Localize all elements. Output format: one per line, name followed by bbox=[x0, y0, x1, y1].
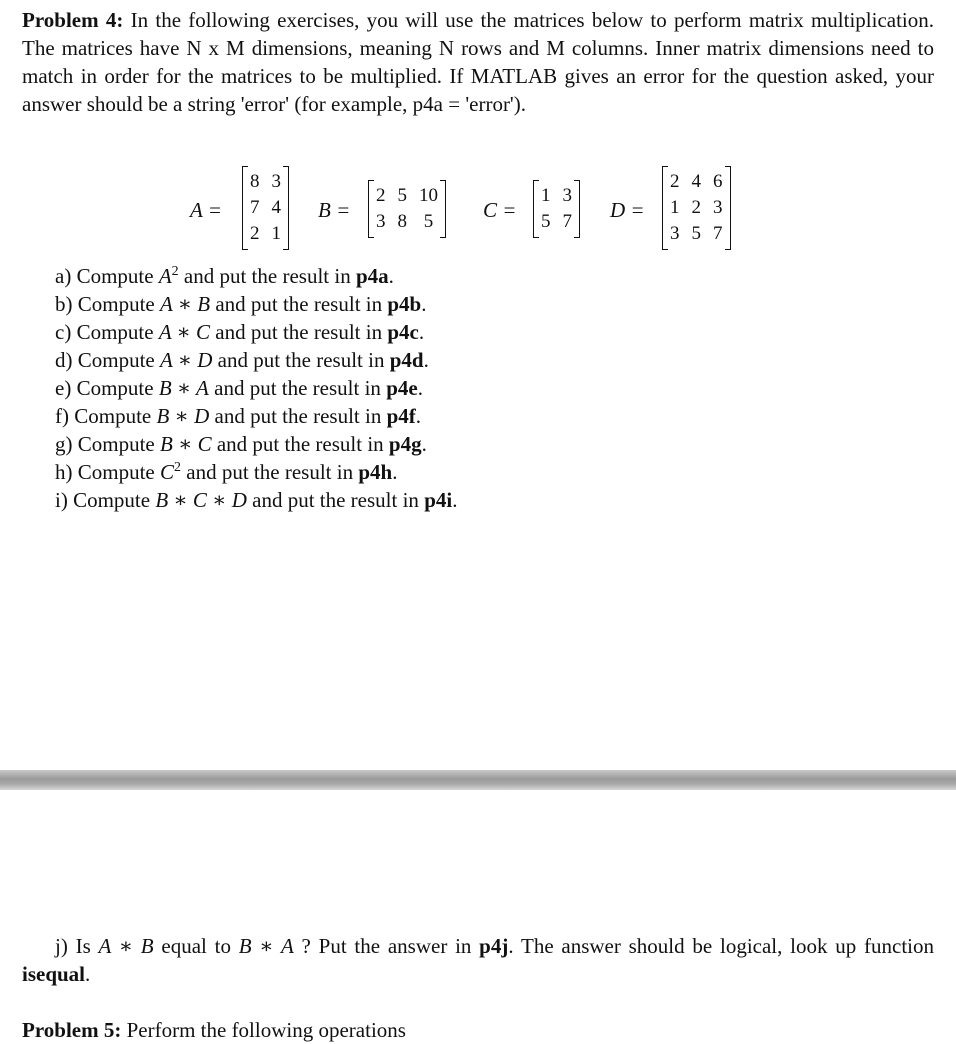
matrix-cell: 6 bbox=[713, 171, 723, 192]
matrix-cell: 5 bbox=[691, 223, 701, 244]
matrix-cell: 7 bbox=[713, 223, 723, 244]
matrix-cell: 3 bbox=[376, 211, 386, 232]
matrix-cell: 7 bbox=[562, 211, 572, 232]
matrix-cell: 3 bbox=[670, 223, 680, 244]
problem-intro bbox=[22, 6, 934, 118]
matrix-definitions bbox=[0, 166, 956, 254]
bracket-right bbox=[574, 180, 580, 238]
bracket-right bbox=[283, 166, 289, 250]
matrix-cell: 5 bbox=[397, 185, 407, 206]
matrix-cell: 4 bbox=[271, 197, 281, 218]
matrix-cell: 8 bbox=[250, 171, 260, 192]
matrix-cell: 3 bbox=[562, 185, 572, 206]
matrix-d-label: D = bbox=[610, 198, 645, 222]
exercise-item: i) Compute B ∗ C ∗ D and put the result in p4i. bbox=[55, 488, 458, 512]
exercise-item: g) Compute B ∗ C and put the result in p4g. bbox=[55, 432, 427, 456]
exercise-item: d) Compute A ∗ D and put the result in p4d. bbox=[55, 348, 429, 372]
matrix-cell: 3 bbox=[271, 171, 281, 192]
matrix-cell: 1 bbox=[271, 223, 281, 244]
problem-intro-text: In the following exercises, you will use the matrices below to perform matrix multiplication. The matrices have N x M dimensions, meaning N rows and M columns. Inner matrix dimensions need to match in order for the matrices to be multiplied. If MATLAB gives an error for the question asked, your answer should be a string 'error' (for example, p4a = 'error'). bbox=[22, 8, 935, 116]
matrix-cell: 8 bbox=[397, 211, 407, 232]
page-divider bbox=[0, 770, 956, 790]
matrix-cell: 7 bbox=[250, 197, 260, 218]
matrix-d bbox=[662, 166, 731, 250]
matrix-cell: 5 bbox=[423, 211, 434, 232]
matrix-cell: 2 bbox=[250, 223, 260, 244]
matrix-cell: 1 bbox=[670, 197, 680, 218]
bracket-right bbox=[440, 180, 446, 238]
exercise-j: j) Is A ∗ B equal to B ∗ A ? Put the answer in p4j. The answer should be logical, look up function isequal. bbox=[22, 934, 934, 986]
bracket-right bbox=[725, 166, 731, 250]
matrix-cell: 2 bbox=[670, 171, 680, 192]
matrix-cell: 2 bbox=[691, 197, 701, 218]
matrix-b bbox=[368, 180, 446, 238]
matrix-cell: 2 bbox=[376, 185, 386, 206]
exercise-item: h) Compute $C^2$ and put the result in p4h. bbox=[55, 460, 398, 484]
exercise-item: a) Compute $A^2$ and put the result in p4a. bbox=[55, 264, 394, 288]
exercise-list bbox=[55, 262, 457, 514]
exercise-item: e) Compute B ∗ A and put the result in p4e. bbox=[55, 376, 423, 400]
exercise-item: c) Compute A ∗ C and put the result in p4c. bbox=[55, 320, 425, 344]
matrix-a bbox=[242, 166, 289, 250]
matrix-c-label: C = bbox=[483, 198, 517, 222]
matrix-b-label: B = bbox=[318, 198, 351, 222]
matrix-a-label: A = bbox=[190, 198, 222, 222]
exercise-item: f) Compute B ∗ D and put the result in p4f. bbox=[55, 404, 422, 428]
page-bottom bbox=[0, 790, 956, 1042]
next-problem-cutoff: Problem 5: Perform the following operations bbox=[22, 1018, 406, 1042]
matrix-cell: 1 bbox=[541, 185, 551, 206]
matrix-cell: 4 bbox=[691, 171, 701, 192]
matrix-c bbox=[533, 180, 580, 238]
matrix-cell: 10 bbox=[419, 185, 438, 206]
problem-title: Problem 4: bbox=[22, 8, 124, 32]
exercise-item: b) Compute A ∗ B and put the result in p4b. bbox=[55, 292, 427, 316]
matrix-cell: 3 bbox=[713, 197, 723, 218]
matrix-cell: 5 bbox=[541, 211, 551, 232]
